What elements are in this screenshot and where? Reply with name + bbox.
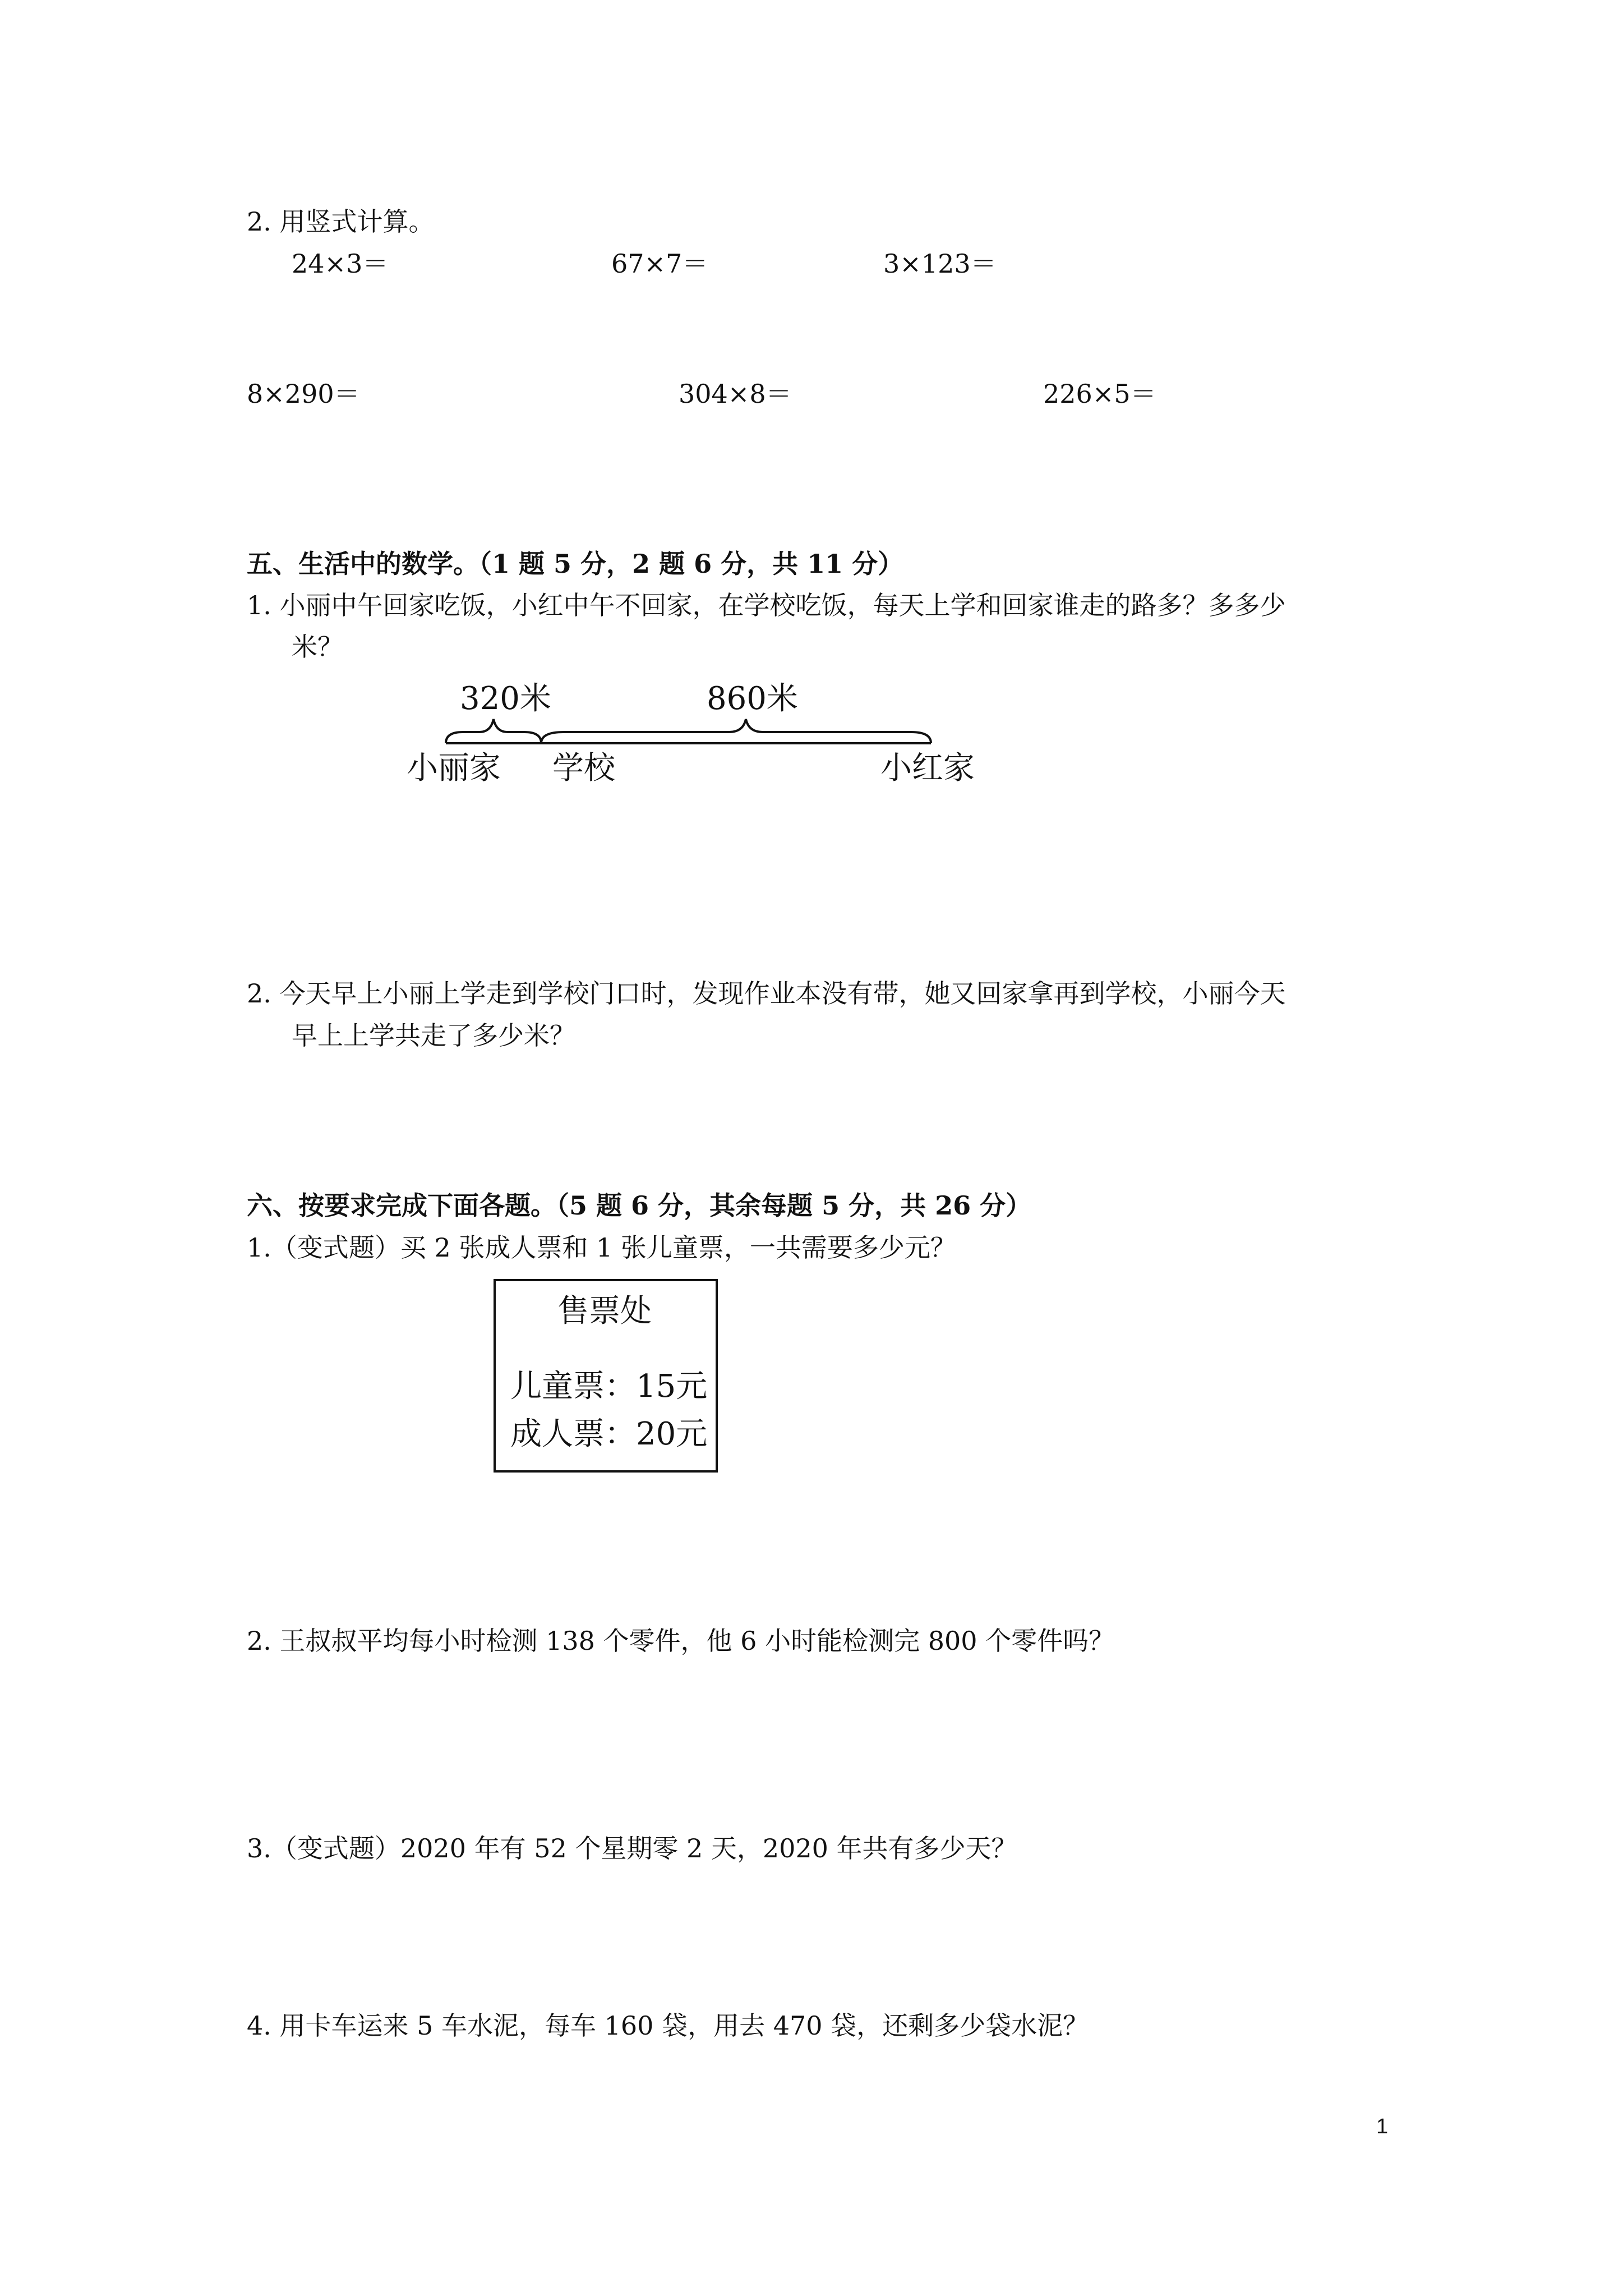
brace-right bbox=[541, 719, 931, 743]
s5-q2-line1: 2. 今天早上小丽上学走到学校门口时，发现作业本没有带，她又回家拿再到学校，小丽今天 bbox=[247, 978, 1286, 1009]
calc-24x3: 24×3＝ bbox=[292, 249, 389, 279]
ticket-office-sign bbox=[494, 1279, 718, 1473]
s5-q1-line1: 1. 小丽中午回家吃饭，小红中午不回家，在学校吃饭，每天上学和回家谁走的路多？多多少 bbox=[247, 590, 1286, 620]
place-school: 学校 bbox=[552, 750, 615, 786]
distance-right-label: 860米 bbox=[707, 680, 798, 717]
calc-8x290: 8×290＝ bbox=[247, 379, 360, 409]
brace-left bbox=[446, 719, 541, 743]
distance-left-label: 320米 bbox=[460, 680, 551, 717]
calc-304x8: 304×8＝ bbox=[679, 379, 792, 409]
ticket-adult-price: 成人票：20元 bbox=[510, 1416, 708, 1452]
section6-heading: 六、按要求完成下面各题。（5 题 6 分，其余每题 5 分，共 26 分） bbox=[247, 1190, 1032, 1221]
route-diagram bbox=[393, 673, 1009, 802]
s6-q1: 1.（变式题）买 2 张成人票和 1 张儿童票，一共需要多少元？ bbox=[247, 1232, 956, 1263]
place-xiaoli-home: 小丽家 bbox=[407, 750, 501, 786]
s6-q4: 4. 用卡车运来 5 车水泥，每车 160 袋，用去 470 袋，还剩多少袋水泥？ bbox=[247, 2010, 1089, 2041]
ticket-child-price: 儿童票：15元 bbox=[510, 1368, 708, 1405]
s6-q2: 2. 王叔叔平均每小时检测 138 个零件，他 6 小时能检测完 800 个零件吗？ bbox=[247, 1626, 1115, 1656]
s5-q1-line2: 米？ bbox=[292, 632, 343, 662]
s6-q3: 3.（变式题）2020 年有 52 个星期零 2 天，2020 年共有多少天？ bbox=[247, 1833, 1017, 1864]
calc-67x7: 67×7＝ bbox=[611, 249, 708, 279]
place-xiaohong-home: 小红家 bbox=[880, 750, 975, 786]
s5-q2-line2: 早上上学共走了多少米？ bbox=[292, 1020, 575, 1051]
page-number: 1 bbox=[1376, 2115, 1389, 2138]
q2-heading: 2. 用竖式计算。 bbox=[247, 206, 435, 237]
calc-226x5: 226×5＝ bbox=[1043, 379, 1156, 409]
calc-3x123: 3×123＝ bbox=[883, 249, 997, 279]
section5-heading: 五、生活中的数学。（1 题 5 分，2 题 6 分，共 11 分） bbox=[247, 549, 904, 579]
ticket-title: 售票处 bbox=[557, 1293, 652, 1329]
